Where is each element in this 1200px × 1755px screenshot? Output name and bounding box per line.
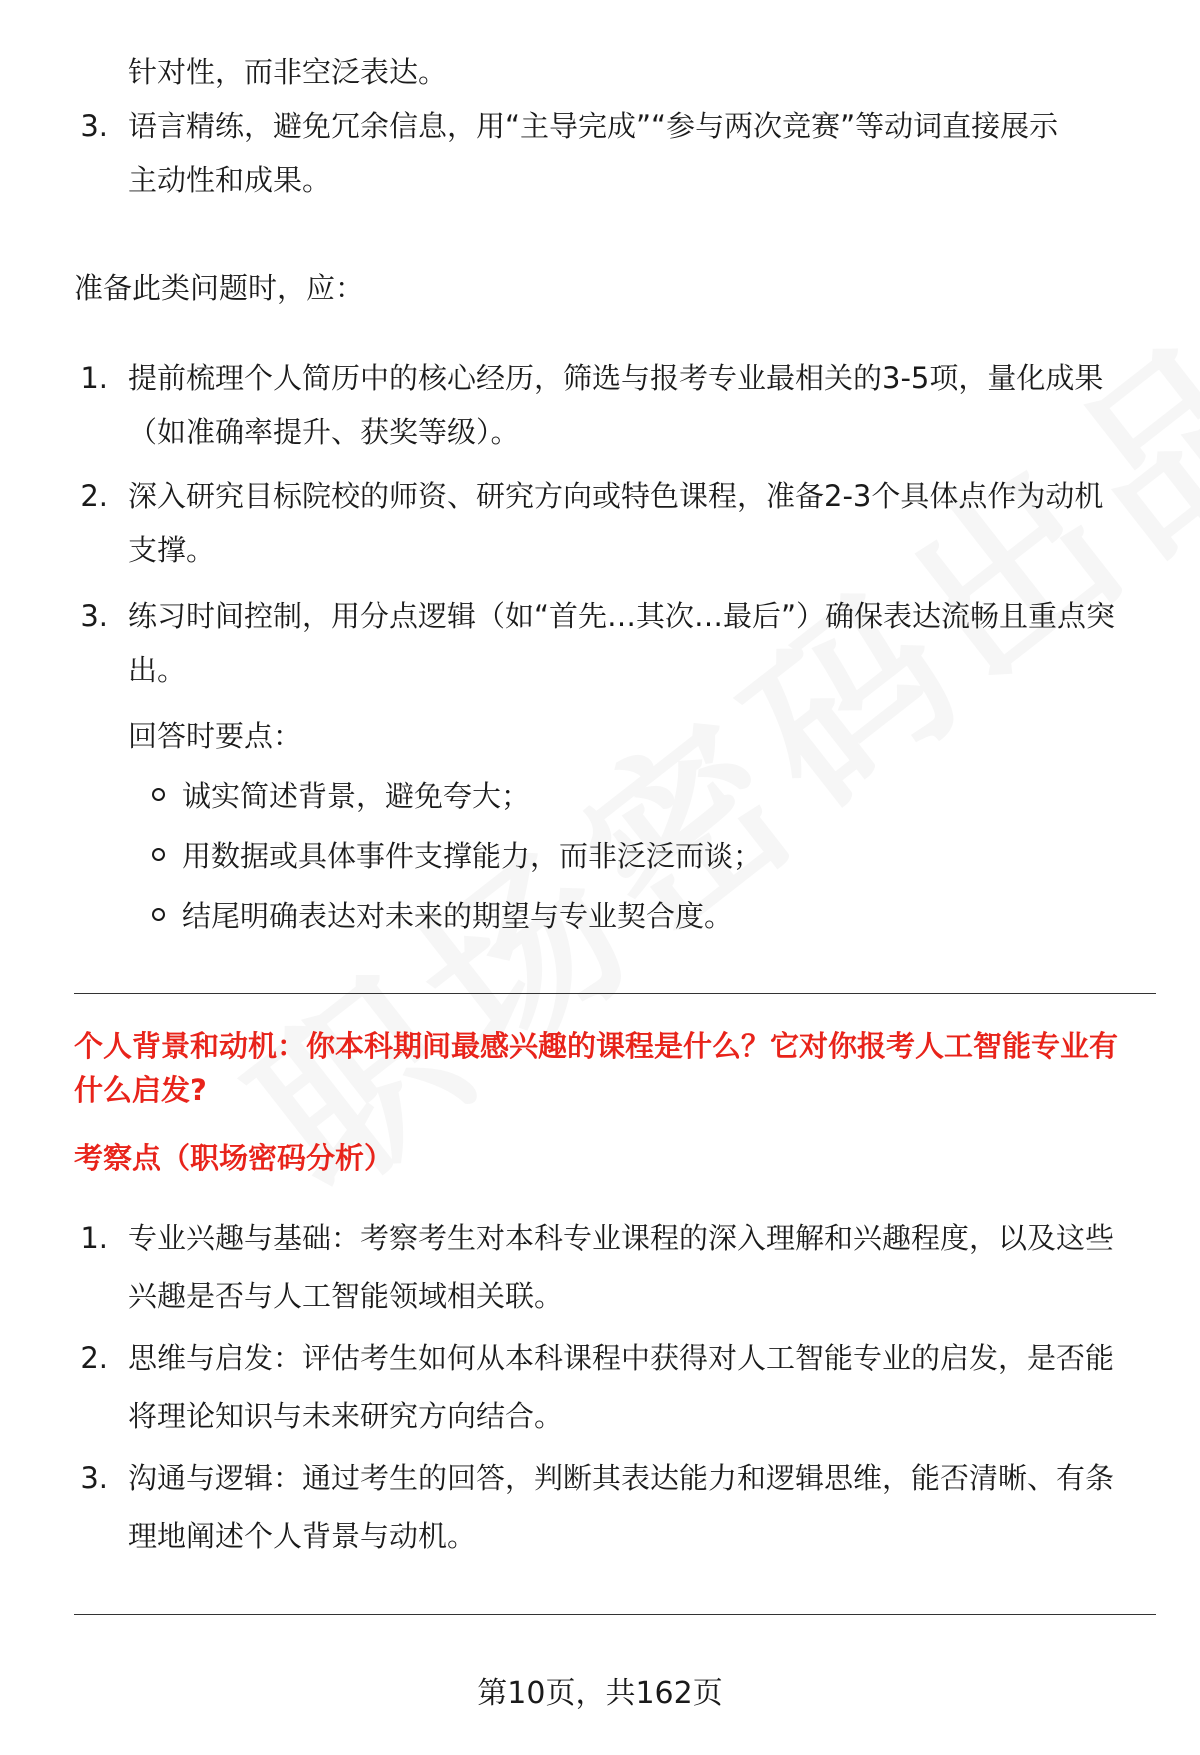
- list-number: 1.: [80, 1221, 108, 1255]
- divider: [74, 993, 1156, 994]
- list-item-text: 深入研究目标院校的师资、研究方向或特色课程，准备2-3个具体点作为动机: [128, 479, 1104, 513]
- circle-bullet-icon: [152, 908, 165, 921]
- question-title: 什么启发?: [74, 1073, 207, 1107]
- list-item-text: 支撑。: [128, 533, 216, 567]
- list-item-text: 将理论知识与未来研究方向结合。: [128, 1399, 564, 1433]
- list-number: 1.: [80, 361, 108, 395]
- list-item-text: 练习时间控制，用分点逻辑（如“首先…其次…最后”）确保表达流畅且重点突: [128, 599, 1116, 633]
- list-item-text: 出。: [128, 653, 187, 687]
- list-item-text: （如准确率提升、获奖等级）。: [128, 415, 520, 449]
- list-number: 2.: [80, 1341, 108, 1375]
- list-number: 2.: [80, 479, 108, 513]
- list-item-text: 兴趣是否与人工智能领域相关联。: [128, 1279, 564, 1313]
- circle-bullet-icon: [152, 788, 165, 801]
- list-item-text: 主动性和成果。: [128, 163, 332, 197]
- list-item-text: 思维与启发：评估考生如何从本科课程中获得对人工智能专业的启发，是否能: [128, 1341, 1115, 1375]
- bullet-item-text: 诚实简述背景，避免夸大；: [182, 779, 531, 813]
- section-intro: 准备此类问题时，应：: [74, 271, 365, 305]
- list-item-text: 语言精练，避免冗余信息，用“主导完成”“参与两次竞赛”等动词直接展示: [128, 109, 1059, 143]
- bullet-item-text: 用数据或具体事件支撑能力，而非泛泛而谈；: [182, 839, 763, 873]
- analysis-heading: 考察点（职场密码分析）: [74, 1141, 394, 1175]
- list-number: 3.: [80, 109, 108, 143]
- question-title: 个人背景和动机：你本科期间最感兴趣的课程是什么？它对你报考人工智能专业有: [74, 1029, 1119, 1063]
- list-number: 3.: [80, 1461, 108, 1495]
- bullet-item-text: 结尾明确表达对未来的期望与专业契合度。: [182, 899, 734, 933]
- answer-intro: 回答时要点：: [128, 719, 303, 753]
- list-number: 3.: [80, 599, 108, 633]
- circle-bullet-icon: [152, 848, 165, 861]
- list-item-text: 专业兴趣与基础：考察考生对本科专业课程的深入理解和兴趣程度，以及这些: [128, 1221, 1115, 1255]
- page-number: 第10页，共162页: [477, 1676, 723, 1711]
- divider: [74, 1614, 1156, 1615]
- continuation-text: 针对性，而非空泛表达。: [128, 55, 448, 89]
- list-item-text: 提前梳理个人简历中的核心经历，筛选与报考专业最相关的3-5项，量化成果: [128, 361, 1104, 395]
- list-item-text: 理地阐述个人背景与动机。: [128, 1519, 477, 1553]
- list-item-text: 沟通与逻辑：通过考生的回答，判断其表达能力和逻辑思维，能否清晰、有条: [128, 1461, 1115, 1495]
